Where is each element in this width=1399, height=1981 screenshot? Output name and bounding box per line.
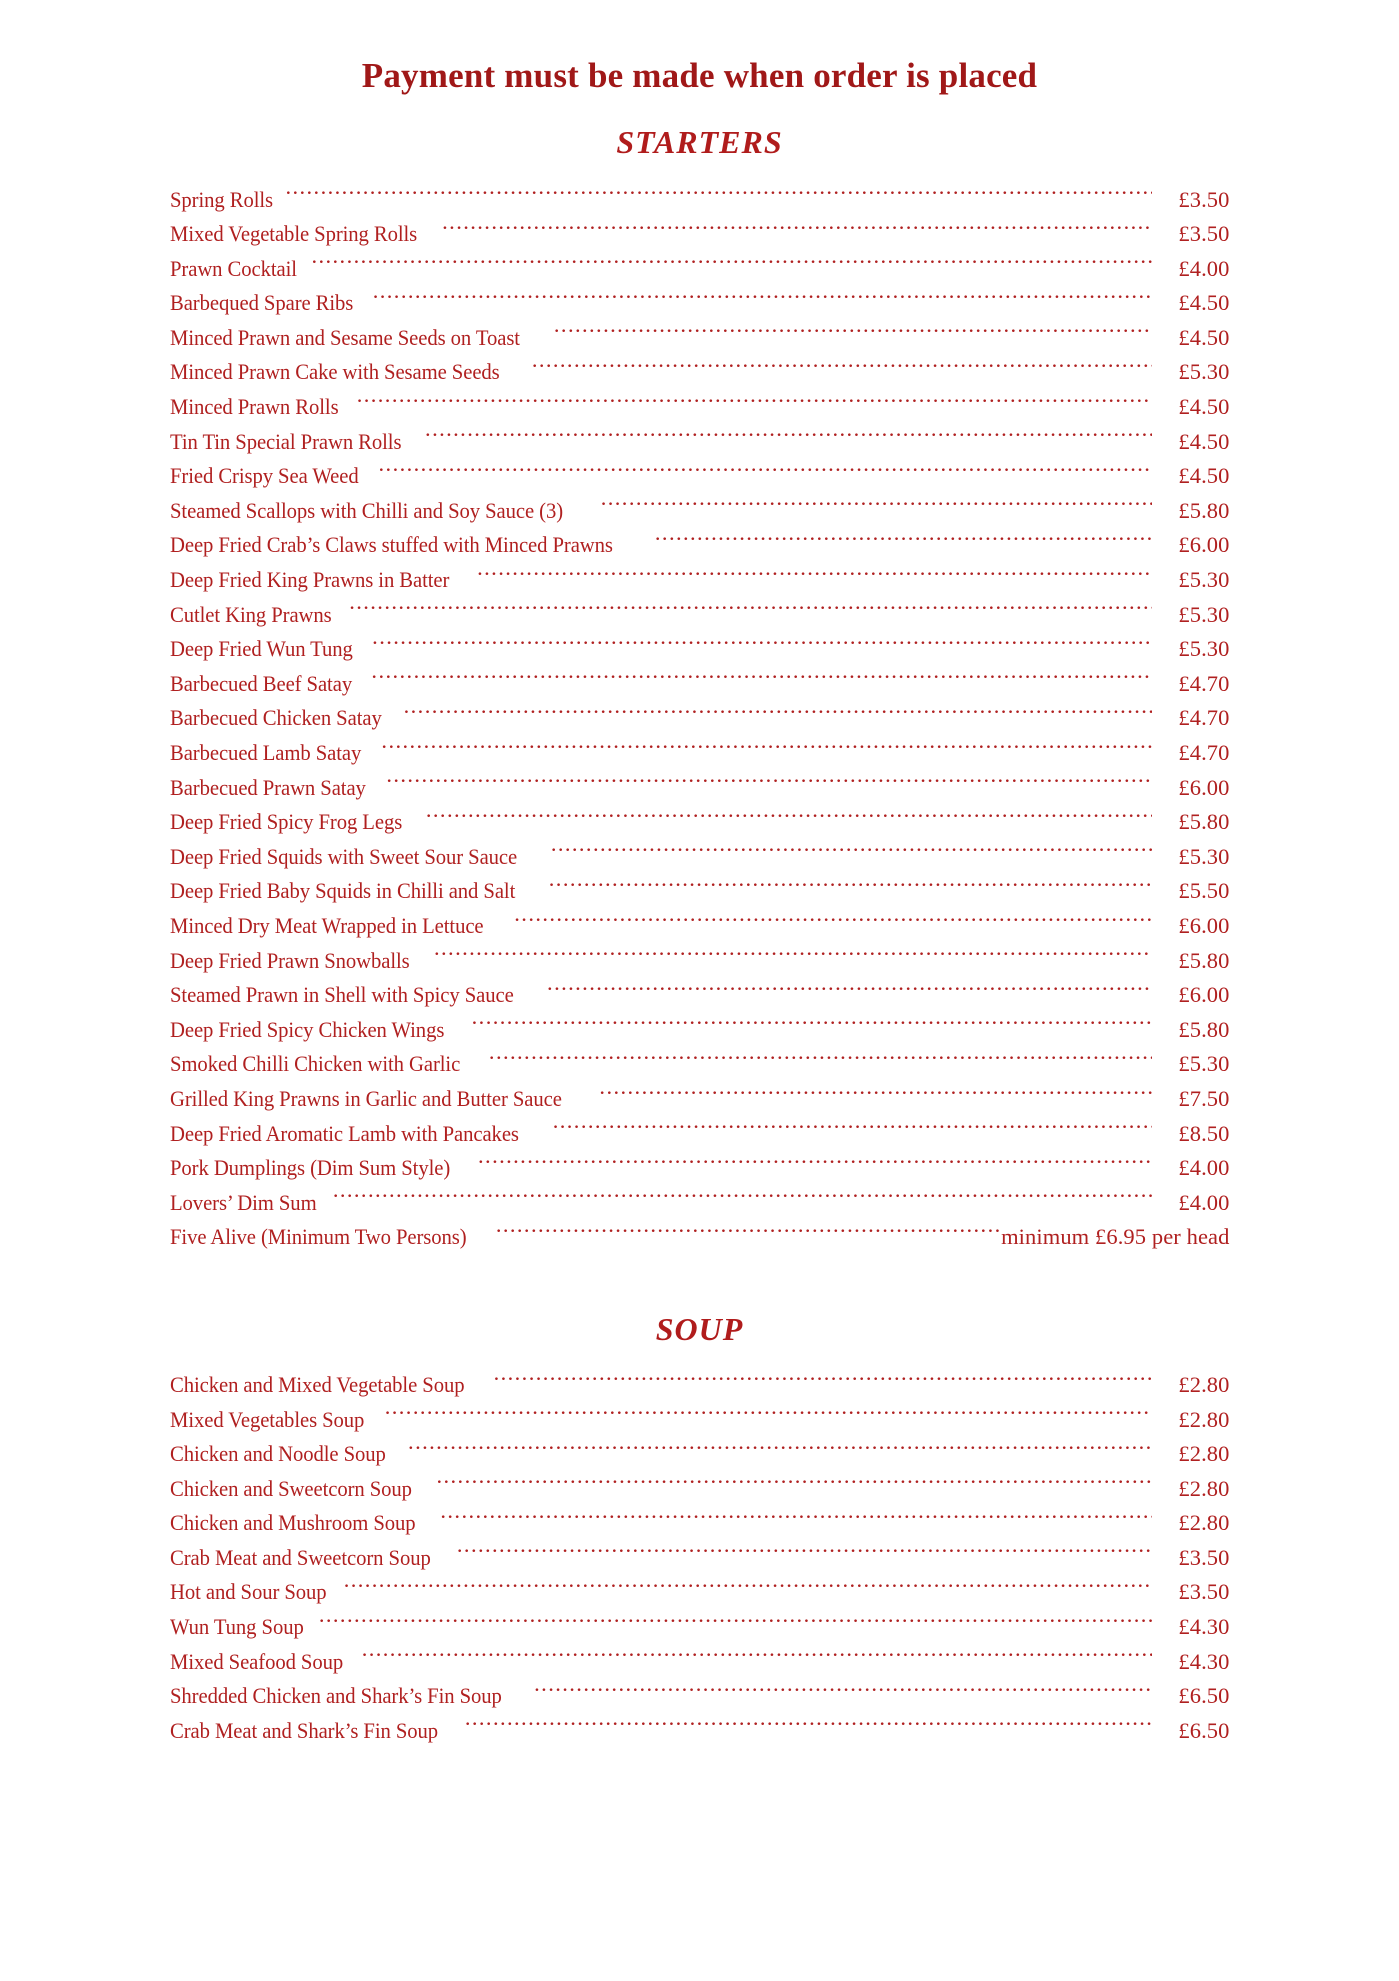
menu-item-row [170, 425, 1230, 460]
menu-item-row [170, 1151, 1230, 1186]
menu-item-price: £5.30 [1178, 843, 1230, 869]
menu-item-row [170, 1679, 1230, 1714]
menu-item-row [170, 632, 1230, 667]
dot-leader [372, 634, 1151, 657]
menu-item-row [170, 1186, 1230, 1221]
dot-leader [285, 184, 1151, 207]
dot-leader [534, 1681, 1151, 1704]
menu-item-name: Barbecued Lamb Satay [169, 740, 361, 765]
menu-item-name: Minced Prawn Rolls [169, 394, 339, 420]
menu-item-name: Pork Dumplings (Dim Sum Style) [169, 1155, 450, 1181]
menu-item-price: £2.80 [1178, 1371, 1230, 1397]
menu-item-row [170, 909, 1230, 944]
menu-item-name: Mixed Seafood Soup [169, 1648, 343, 1674]
menu-item-price: £6.50 [1178, 1683, 1230, 1709]
menu-item-name: Chicken and Noodle Soup [169, 1441, 386, 1467]
menu-item-name: Prawn Cocktail [169, 255, 297, 281]
menu-item-price: £5.80 [1178, 947, 1230, 973]
dot-leader [549, 876, 1152, 899]
menu-item-row [170, 286, 1230, 321]
menu-item-row [170, 874, 1230, 909]
menu-item-price: £5.80 [1178, 1016, 1230, 1042]
menu-item-price: £6.00 [1178, 532, 1230, 558]
menu-item-row [170, 1368, 1230, 1403]
menu-item-price: £3.50 [1178, 1544, 1230, 1570]
menu-item-price: £3.50 [1178, 221, 1230, 247]
menu-item-name: Steamed Prawn in Shell with Spicy Sauce [169, 982, 514, 1008]
dot-leader [457, 1542, 1152, 1565]
dot-leader [442, 219, 1151, 242]
menu-item-name: Deep Fried Spicy Frog Legs [169, 809, 402, 835]
menu-item-price: £2.80 [1178, 1475, 1230, 1501]
menu-item-name: Chicken and Sweetcorn Soup [169, 1475, 412, 1501]
menu-item-name: Minced Prawn Cake with Sesame Seeds [169, 359, 500, 385]
menu-item-name: Minced Prawn and Sesame Seeds on Toast [169, 324, 520, 350]
menu-item-price: minimum £6.95 per head [1001, 1224, 1230, 1250]
menu-item-row [170, 183, 1230, 218]
menu-item-name: Lovers’ Dim Sum [169, 1189, 317, 1215]
menu-item-price: £4.50 [1178, 463, 1230, 489]
menu-item-price: £5.30 [1178, 359, 1230, 385]
menu-item-price: £6.50 [1178, 1717, 1230, 1743]
dot-leader [385, 1404, 1152, 1427]
menu-item-name: Mixed Vegetable Spring Rolls [169, 221, 417, 247]
menu-item-name: Spring Rolls [169, 186, 273, 212]
dot-leader [465, 1715, 1152, 1738]
menu-item-price: £2.80 [1178, 1441, 1230, 1467]
dot-leader [434, 945, 1152, 968]
dot-leader [551, 841, 1152, 864]
dot-leader [478, 1153, 1151, 1176]
dot-leader [553, 1118, 1152, 1141]
menu-item-price: £6.00 [1178, 982, 1230, 1008]
menu-item-name: Deep Fried Wun Tung [169, 636, 353, 662]
menu-item-price: £4.70 [1178, 740, 1230, 765]
dot-leader [349, 599, 1151, 622]
menu-item-price: £7.50 [1178, 1085, 1230, 1111]
menu-item-row [170, 598, 1230, 633]
menu-item-price: £8.50 [1178, 1120, 1230, 1146]
menu-item-row [170, 321, 1230, 356]
menu-item-price: £4.50 [1178, 428, 1230, 454]
section-heading-soup: SOUP [655, 1310, 744, 1347]
menu-item-row [170, 701, 1230, 736]
section-heading-starters: STARTERS [616, 123, 783, 160]
dot-leader [436, 1473, 1151, 1496]
section-spacer [0, 1255, 1399, 1311]
menu-item-name: Hot and Sour Soup [169, 1579, 327, 1605]
menu-item-row [170, 978, 1230, 1013]
menu-item-name: Deep Fried Aromatic Lamb with Pancakes [169, 1120, 519, 1146]
menu-item-row [170, 840, 1230, 875]
menu-item-price: £4.70 [1178, 705, 1230, 731]
dot-leader [319, 1612, 1152, 1635]
dot-leader [362, 1646, 1152, 1669]
dot-leader [655, 530, 1152, 553]
menu-item-name: Tin Tin Special Prawn Rolls [169, 428, 401, 454]
menu-item-price: £4.30 [1178, 1614, 1230, 1640]
menu-item-price: £4.00 [1178, 1155, 1230, 1181]
menu-item-name: Wun Tung Soup [169, 1614, 304, 1640]
menu-item-row [170, 217, 1230, 252]
menu-item-row [170, 1575, 1230, 1610]
menu-item-row [170, 805, 1230, 840]
menu-item-row [170, 1610, 1230, 1645]
menu-item-price: £5.50 [1178, 878, 1230, 904]
menu-item-name: Deep Fried Prawn Snowballs [169, 947, 410, 973]
menu-item-name: Chicken and Mixed Vegetable Soup [169, 1371, 464, 1397]
dot-leader [381, 738, 1151, 761]
dot-leader [494, 1369, 1152, 1392]
menu-item-row [170, 1047, 1230, 1082]
menu-item-price: £4.70 [1178, 670, 1230, 696]
menu-item-row [170, 355, 1230, 390]
payment-notice-banner: Payment must be made when order is placed [361, 56, 1038, 95]
menu-item-row [170, 1714, 1230, 1749]
dot-leader [357, 392, 1152, 415]
dot-leader [489, 1049, 1152, 1072]
menu-item-price: £6.00 [1178, 774, 1230, 800]
dot-leader [408, 1439, 1151, 1462]
dot-leader [426, 807, 1152, 830]
menu-item-name: Cutlet King Prawns [169, 601, 332, 627]
dot-leader [373, 288, 1152, 311]
menu-item-row [170, 563, 1230, 598]
menu-item-price: £5.30 [1178, 636, 1230, 662]
dot-leader [333, 1187, 1152, 1210]
menu-item-row [170, 771, 1230, 806]
menu-item-row [170, 1220, 1230, 1255]
dot-leader [472, 1014, 1152, 1037]
menu-item-name: Crab Meat and Sweetcorn Soup [169, 1544, 431, 1570]
menu-item-row [170, 494, 1230, 529]
menu-item-row [170, 1506, 1230, 1541]
dot-leader [371, 668, 1151, 691]
menu-item-price: £5.80 [1178, 809, 1230, 835]
menu-item-name: Chicken and Mushroom Soup [169, 1510, 416, 1536]
menu-item-row [170, 1082, 1230, 1117]
menu-item-name: Steamed Scallops with Chilli and Soy Sauce (3) [169, 497, 563, 523]
menu-item-price: £4.00 [1178, 255, 1230, 281]
dot-leader [386, 772, 1151, 795]
menu-item-row [170, 528, 1230, 563]
menu-item-name: Barbecued Chicken Satay [169, 705, 382, 731]
menu-item-price: £5.80 [1178, 497, 1230, 523]
menu-item-row [170, 1541, 1230, 1576]
dot-leader [554, 322, 1152, 345]
dot-leader [404, 703, 1152, 726]
dot-leader [532, 357, 1152, 380]
menu-item-price: £5.30 [1178, 1051, 1230, 1077]
menu-item-name: Smoked Chilli Chicken with Garlic [169, 1051, 460, 1077]
menu-item-price: £2.80 [1178, 1510, 1230, 1536]
dot-leader [379, 461, 1152, 484]
menu-item-price: £4.00 [1178, 1189, 1230, 1215]
dot-leader [496, 1222, 999, 1245]
menu-item-price: £4.50 [1178, 394, 1230, 420]
dot-leader [601, 495, 1152, 518]
menu-item-name: Shredded Chicken and Shark’s Fin Soup [169, 1683, 502, 1709]
dot-leader [547, 980, 1151, 1003]
menu-item-name: Barbecued Beef Satay [169, 670, 352, 696]
menu-item-row [170, 1472, 1230, 1507]
menu-item-row [170, 944, 1230, 979]
menu-item-row [170, 736, 1230, 771]
menu-item-row [170, 390, 1230, 425]
menu-item-row [170, 1117, 1230, 1152]
menu-item-row [170, 1013, 1230, 1048]
menu-item-price: £5.30 [1178, 601, 1230, 627]
menu-item-row [170, 459, 1230, 494]
menu-item-name: Deep Fried Spicy Chicken Wings [169, 1016, 444, 1042]
menu-item-name: Crab Meat and Shark’s Fin Soup [169, 1717, 438, 1743]
menu-item-price: £3.50 [1178, 186, 1230, 212]
dot-leader [311, 253, 1151, 276]
dot-leader [344, 1577, 1152, 1600]
menu-item-name: Grilled King Prawns in Garlic and Butter Sauce [169, 1085, 562, 1111]
menu-item-name: Minced Dry Meat Wrapped in Lettuce [169, 912, 484, 938]
dot-leader [440, 1508, 1151, 1531]
dot-leader [599, 1083, 1151, 1106]
menu-item-row [170, 1403, 1230, 1438]
dot-leader [425, 426, 1151, 449]
menu-item-price: £4.50 [1178, 324, 1230, 350]
menu-item-name: Deep Fried Squids with Sweet Sour Sauce [169, 843, 517, 869]
menu-item-price: £4.50 [1178, 290, 1230, 316]
menu-item-row [170, 667, 1230, 702]
menu-item-row [170, 1645, 1230, 1680]
menu-item-name: Barbecued Prawn Satay [169, 774, 366, 800]
menu-item-name: Fried Crispy Sea Weed [169, 463, 359, 489]
menu-item-row [170, 1437, 1230, 1472]
soup-menu-list [0, 1368, 1399, 1749]
starters-menu-list [0, 183, 1399, 1255]
menu-item-price: £4.30 [1178, 1648, 1230, 1674]
menu-item-price: £5.30 [1178, 567, 1230, 593]
menu-item-name: Deep Fried Crab’s Claws stuffed with Minced Prawns [169, 532, 613, 558]
menu-item-price: £6.00 [1178, 912, 1230, 938]
menu-item-name: Deep Fried Baby Squids in Chilli and Salt [169, 878, 515, 904]
menu-item-name: Mixed Vegetables Soup [169, 1406, 364, 1432]
dot-leader [477, 565, 1151, 588]
menu-item-name: Five Alive (Minimum Two Persons) [169, 1224, 467, 1250]
menu-item-price: £3.50 [1178, 1579, 1230, 1605]
menu-item-row [170, 252, 1230, 287]
menu-item-name: Barbequed Spare Ribs [169, 290, 353, 316]
menu-item-price: £2.80 [1178, 1406, 1230, 1432]
dot-leader [514, 910, 1151, 933]
menu-item-name: Deep Fried King Prawns in Batter [169, 567, 449, 593]
